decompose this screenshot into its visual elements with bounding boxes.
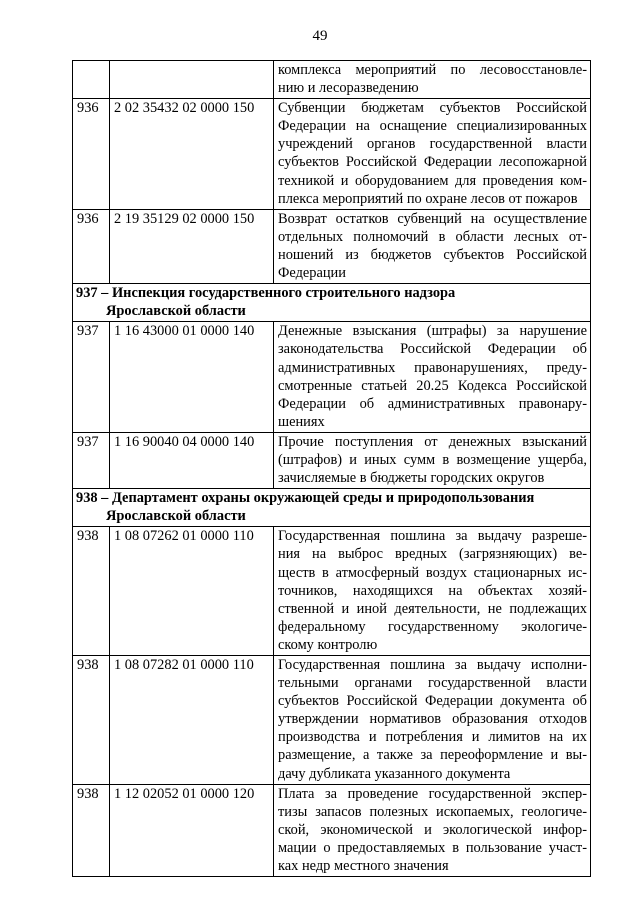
section-title-line: Ярославской области: [106, 508, 246, 525]
description-line: Государственная пошлина за выдачу исполни-: [278, 657, 587, 673]
description-line: Федерации: [278, 265, 346, 282]
description-line: размещение, а также за переоформление и вы-: [278, 747, 587, 764]
section-title: [73, 284, 591, 322]
revenue-code-cell: 1 08 07282 01 0000 110: [110, 656, 274, 785]
page-number: 49: [312, 28, 328, 44]
description-line: ществ в атмосферный воздух стационарных ис-: [278, 564, 587, 581]
description-line: утверждении нормативов образования отходов: [278, 711, 587, 728]
revenue-description-cell: [274, 784, 591, 876]
table-row: [73, 656, 591, 785]
revenue-description-cell: [274, 527, 591, 656]
admin-code-cell: 937: [73, 322, 110, 433]
table-row: [73, 99, 591, 210]
revenue-code-cell: 1 08 07262 01 0000 110: [110, 527, 274, 656]
revenue-codes-table: [72, 60, 591, 877]
description-line: тельными органами государственной власти: [278, 675, 587, 692]
description-line: Прочие поступления от денежных взысканий: [278, 433, 587, 450]
description-line: Субвенции бюджетам субъектов Российской: [278, 100, 587, 117]
revenue-code-cell: [110, 61, 274, 99]
description-line: скому контролю: [278, 636, 378, 653]
description-line: Федерации на оснащение специализированных: [278, 118, 587, 135]
description-line: техникой и оборудованием для проведения ком-: [278, 172, 587, 189]
table-row: [73, 322, 591, 433]
description-line: (штрафов) и иных сумм в возмещение ущерба,: [278, 451, 587, 468]
description-line: субъектов Российской Федерации документа об: [278, 693, 587, 710]
description-line: ношений из бюджетов субъектов Российской: [278, 246, 587, 263]
revenue-code-cell: 2 02 35432 02 0000 150: [110, 99, 274, 210]
description-line: Денежные взыскания (штрафы) за нарушение: [278, 323, 587, 340]
description-line: точников, находящихся на объектах хозяй-: [278, 582, 587, 599]
admin-code-cell: [73, 61, 110, 99]
table-row: [73, 527, 591, 656]
table-row: [73, 61, 591, 99]
revenue-description-cell: [274, 322, 591, 433]
description-line: дачу дубликата указанного документа: [278, 765, 511, 782]
description-line: мации о предоставляемых в пользование участ-: [278, 839, 587, 856]
admin-code-cell: 938: [73, 784, 110, 876]
table-row: [73, 432, 591, 488]
revenue-description-cell: [274, 209, 591, 283]
table-row: [73, 209, 591, 283]
table-row: [73, 784, 591, 876]
description-line: ской, экономической и экологической инфор-: [278, 821, 587, 838]
description-line: субъектов Российской Федерации лесопожарной: [278, 154, 587, 171]
revenue-description-cell: [274, 61, 591, 99]
revenue-code-cell: 1 16 90040 04 0000 140: [110, 432, 274, 488]
description-line: ния на выброс вредных (загрязняющих) ве-: [278, 546, 587, 563]
description-line: комплекса мероприятий по лесовосстановле-: [278, 62, 587, 78]
revenue-description-cell: [274, 99, 591, 210]
description-line: шениях: [278, 413, 325, 430]
admin-code-cell: 936: [73, 99, 110, 210]
description-line: отдельных полномочий в области лесных от-: [278, 228, 587, 245]
admin-code-cell: 936: [73, 209, 110, 283]
admin-code-cell: 938: [73, 656, 110, 785]
section-title-line: 938 – Департамент охраны окружающей среды и природопользования: [76, 490, 535, 507]
description-line: законодательства Российской Федерации об: [278, 341, 587, 358]
section-title-line: 937 – Инспекция государственного строительного надзора: [76, 285, 456, 302]
description-line: ственной и иной деятельности, не подлежащих: [278, 600, 587, 617]
description-line: Государственная пошлина за выдачу разреше-: [278, 528, 587, 545]
description-line: нию и лесоразведению: [278, 80, 419, 97]
table-body: [73, 61, 591, 877]
admin-code-cell: 937: [73, 432, 110, 488]
revenue-description-cell: [274, 432, 591, 488]
section-header-row: [73, 489, 591, 527]
description-line: ках недр местного значения: [278, 858, 449, 875]
admin-code-cell: 938: [73, 527, 110, 656]
description-line: учреждений органов государственной власти: [278, 136, 587, 153]
description-line: производства и потребления и лимитов на их: [278, 729, 587, 746]
description-line: смотренные статьей 20.25 Кодекса Российской: [278, 377, 587, 394]
section-title: [73, 489, 591, 527]
description-line: Возврат остатков субвенций на осуществление: [278, 210, 587, 227]
description-line: Федерации об административных правонару-: [278, 395, 587, 412]
description-line: зачисляемые в бюджеты городских округов: [278, 470, 545, 487]
description-line: тизы запасов полезных ископаемых, геологиче-: [278, 803, 587, 820]
description-line: административных правонарушениях, преду-: [278, 359, 587, 376]
description-line: федеральному государственному экологиче-: [278, 618, 587, 635]
section-title-line: Ярославской области: [106, 303, 246, 320]
description-line: плекса мероприятий по охране лесов от пожаров: [278, 190, 578, 207]
description-line: Плата за проведение государственной экспер-: [278, 785, 587, 802]
revenue-description-cell: [274, 656, 591, 785]
revenue-code-cell: 2 19 35129 02 0000 150: [110, 209, 274, 283]
revenue-code-cell: 1 16 43000 01 0000 140: [110, 322, 274, 433]
revenue-code-cell: 1 12 02052 01 0000 120: [110, 784, 274, 876]
section-header-row: [73, 284, 591, 322]
